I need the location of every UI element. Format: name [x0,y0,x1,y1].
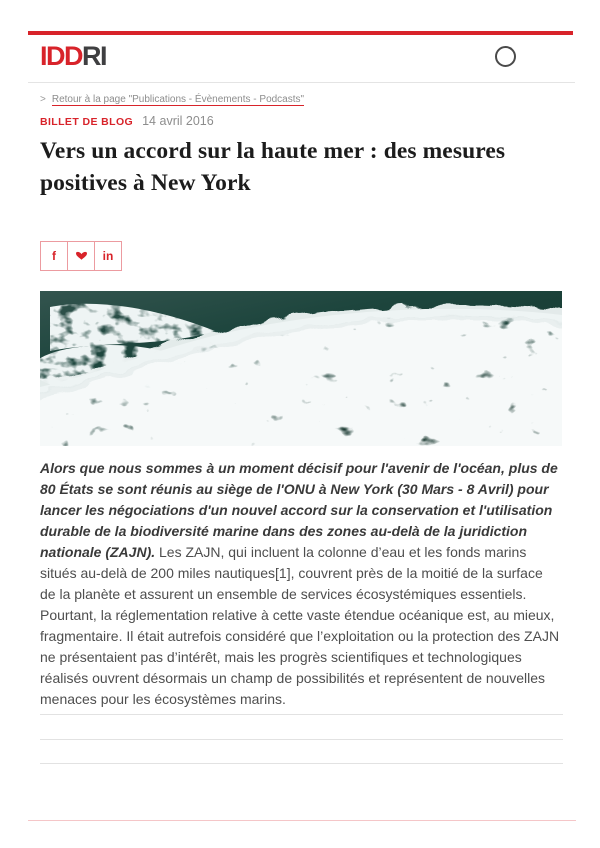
ocean-wave-illustration [40,291,562,446]
top-accent-bar [28,31,573,35]
footer-accent-line [28,820,576,821]
search-icon [495,46,516,67]
iddri-logo[interactable] [40,40,106,71]
breadcrumb [40,93,562,107]
page-title: Vers un accord sur la haute mer : des mesures positives à New York [40,138,506,196]
section-divider [40,739,563,740]
linkedin-icon: in [102,249,114,263]
site-header [40,40,564,72]
lead-intro-bold: Alors que nous sommes à un moment décisif pour l'avenir de l'océan, plus de 80 États se sont réunis au siège de l'ONU à New York (30 Mars - 8 Avril) pour lancer les négociations d'un nouvel accord sur la conservation et l'utilisation durable de la biodiversité marine dans des zones au-delà de la juridiction nationale (ZAJN). [40,460,558,560]
share-buttons [40,241,562,271]
logo-text-red: IDD [40,40,82,71]
logo-text-dark: RI [82,40,106,71]
share-facebook-button[interactable] [40,241,68,271]
breadcrumb-arrow-icon: > [40,94,46,105]
share-bluesky-button[interactable] [67,241,95,271]
facebook-icon: f [52,249,56,263]
bluesky-butterfly-icon [75,251,88,261]
share-linkedin-button[interactable] [94,241,122,271]
section-divider [40,714,563,715]
breadcrumb-back-link[interactable]: Retour à la page "Publications - Évènements - Podcasts" [51,94,305,105]
category-badge: BILLET DE BLOG [40,116,134,128]
article-content [40,88,562,710]
header-divider [28,82,575,83]
lead-body-text: Les ZAJN, qui incluent la colonne d’eau et les fonds marins situés au-delà de 200 miles nautiques[1], couvrent près de la moitié de la surface de la planète et assurent un ensemble de services écosystémiques essentiels. Pourtant, la réglementation relative à cette vaste étendue océanique est, au mieux, fragmentaire. Il était autrefois considéré que l’exploitation ou la protection des ZAJN ne présentaient pas d’intérêt, mais les progrès scientifiques et technologiques réalisés ouvrent désormais un champ de possibilités et représentent de nouvelles menaces pour les écosystèmes marins. [40,544,560,707]
search-button[interactable] [495,46,516,67]
article-meta [40,114,562,130]
publish-date: 14 avril 2016 [142,114,214,128]
section-divider [40,763,563,764]
hero-ocean-image [40,291,562,446]
article-lead-paragraph [40,458,562,710]
